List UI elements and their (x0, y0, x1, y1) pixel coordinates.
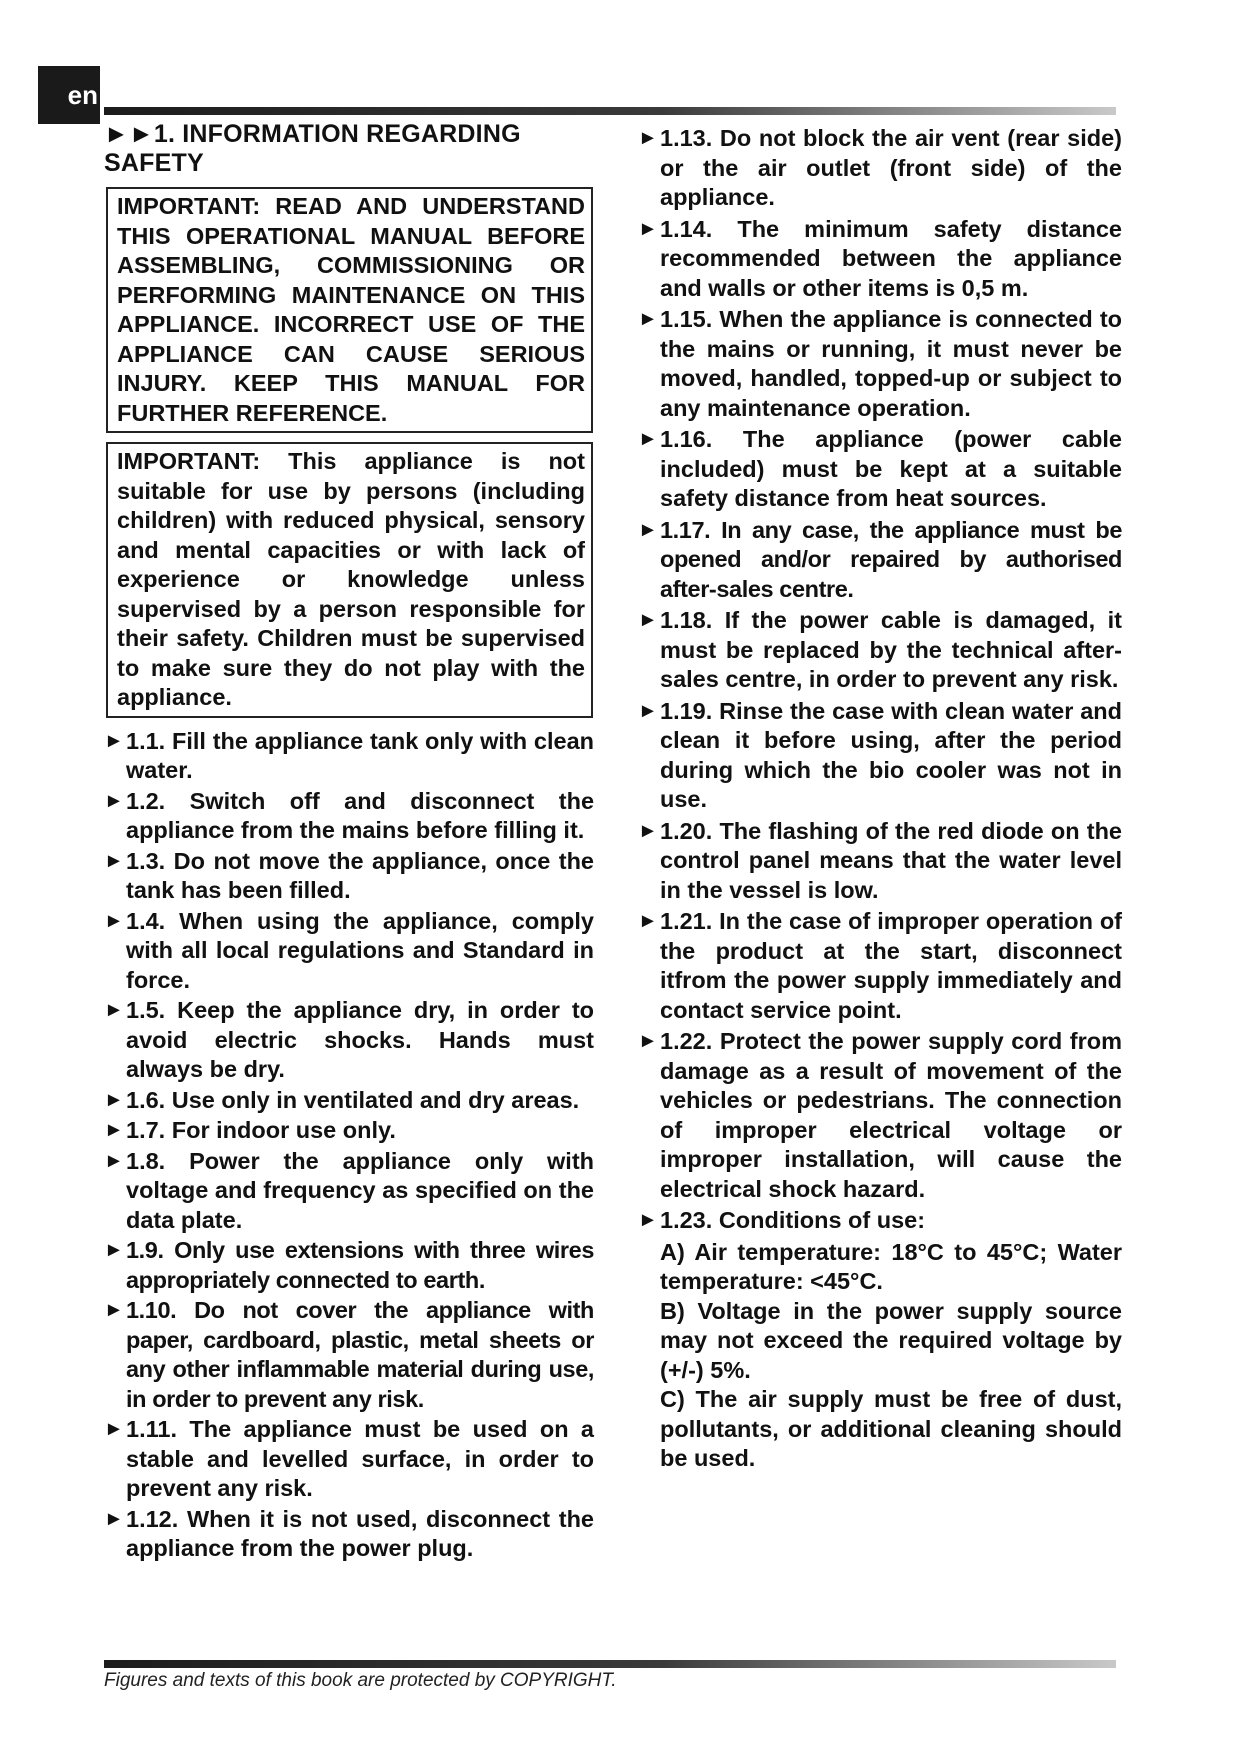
item-text: The minimum safety distance recommended between the appliance and walls or other items is 0,5 m. (660, 215, 1123, 301)
condition-air-temperature: A) Air temperature: 18°C to 45°C; Water temperature: <45°C. (660, 1238, 1122, 1294)
bullet-arrow-icon: ► (104, 729, 124, 752)
bullet-arrow-icon: ► (638, 910, 658, 932)
item-number: 1.2. (126, 787, 166, 814)
bullet-arrow-icon: ► (638, 609, 658, 631)
safety-item-1-14 (638, 215, 1122, 304)
bullet-arrow-icon: ► (638, 699, 658, 722)
safety-item-1-11 (104, 1415, 594, 1504)
item-text: Protect the power supply cord from damage as a result of movement of the vehicles or pedestrians. The connection of improper electrical voltage or improper installation, will cause the electrical shock hazard. (660, 1028, 1122, 1202)
item-number: 1.6. (126, 1086, 166, 1113)
bullet-arrow-icon: ► (638, 819, 658, 842)
safety-item-1-4 (104, 907, 594, 996)
safety-item-1-3 (104, 847, 594, 906)
bullet-arrow-icon: ► (104, 1149, 124, 1172)
safety-item-1-22 (638, 1027, 1122, 1204)
item-text: Do not block the air vent (rear side) or the air outlet (front side) of the appliance. (660, 125, 1123, 210)
item-number: 1.9. (126, 1237, 164, 1263)
item-text: Do not move the appliance, once the tank has been filled. (126, 847, 594, 903)
item-number: 1.22. (660, 1028, 713, 1054)
item-number: 1.12. (126, 1505, 179, 1532)
safety-item-1-6 (104, 1086, 594, 1116)
safety-item-1-18 (638, 606, 1122, 695)
bullet-arrow-icon: ► (638, 308, 658, 330)
safety-item-1-16 (638, 425, 1122, 514)
bullet-arrow-icon: ► (638, 217, 658, 240)
item-number: 1.16. (660, 426, 713, 452)
item-number: 1.20. (660, 817, 713, 844)
item-text: Rinse the case with clean water and clean it before using, after the period during which the bio cooler was not in use. (660, 697, 1123, 812)
bullet-arrow-icon: ► (104, 849, 124, 872)
bullet-arrow-icon: ► (638, 1209, 658, 1231)
safety-item-1-9 (104, 1236, 594, 1295)
safety-item-1-15 (638, 305, 1122, 423)
safety-item-1-21 (638, 907, 1122, 1025)
item-number: 1.17. (660, 516, 711, 543)
copyright-footer: Figures and texts of this book are protected by COPYRIGHT. (104, 1670, 617, 1691)
item-number: 1.19. (660, 697, 713, 724)
bullet-arrow-icon: ► (104, 1088, 124, 1111)
item-number: 1.1. (126, 727, 166, 754)
item-text: If the power cable is damaged, it must be replaced by the technical after-sales centre, in order to prevent any risk. (660, 607, 1122, 692)
item-number: 1.14. (660, 215, 713, 242)
safety-item-1-5 (104, 996, 594, 1085)
item-text: The appliance (power cable included) must be kept at a suitable safety distance from heat sources. (660, 426, 1123, 511)
item-number: 1.8. (126, 1147, 166, 1174)
item-text: Only use extensions with three wires appropriately connected to earth. (126, 1237, 594, 1293)
item-text: Conditions of use: (718, 1207, 926, 1233)
item-number: 1.18. (660, 607, 713, 633)
item-text: The appliance must be used on a stable and levelled surface, in order to prevent any risk. (126, 1416, 595, 1501)
item-text: Do not cover the appliance with paper, cardboard, plastic, metal sheets or any other inflammable material during use, in order to prevent any risk. (126, 1297, 594, 1412)
item-text: Keep the appliance dry, in order to avoid electric shocks. Hands must always be dry. (126, 997, 595, 1082)
item-number: 1.11. (126, 1416, 177, 1442)
bullet-arrow-icon: ► (104, 909, 124, 932)
item-number: 1.21. (660, 908, 713, 934)
item-text: When using the appliance, comply with all local regulations and Standard in force. (126, 907, 594, 993)
bullet-arrow-icon: ► (104, 789, 124, 812)
bottom-divider (104, 1660, 1116, 1668)
condition-voltage: B) Voltage in the power supply source may not exceed the required voltage by (+/-) 5%. (660, 1297, 1122, 1383)
item-number: 1.4. (126, 907, 166, 934)
safety-item-1-7 (104, 1116, 594, 1146)
top-divider (104, 107, 1116, 115)
item-text: Power the appliance only with voltage and frequency as specified on the data plate. (126, 1147, 595, 1233)
item-number: 1.15. (660, 306, 713, 332)
condition-air-supply: C) The air supply must be free of dust, pollutants, or additional cleaning should be used. (660, 1386, 1122, 1471)
bullet-arrow-icon: ► (638, 518, 658, 541)
item-text: Switch off and disconnect the appliance from the mains before filling it. (126, 787, 595, 843)
item-number: 1.3. (126, 847, 166, 874)
safety-item-1-12 (104, 1505, 594, 1564)
safety-item-1-23 (638, 1206, 1122, 1236)
item-text: The flashing of the red diode on the control panel means that the water level in the vessel is low. (660, 817, 1122, 903)
section-arrows: ►► (104, 120, 154, 148)
bullet-arrow-icon: ► (638, 428, 658, 450)
safety-item-1-1 (104, 727, 594, 786)
item-text: In the case of improper operation of the product at the start, disconnect itfrom the power supply immediately and contact service point. (660, 908, 1123, 1023)
item-number: 1.7. (126, 1117, 166, 1143)
item-text: Fill the appliance tank only with clean water. (126, 727, 595, 783)
item-number: 1.13. (660, 125, 713, 151)
item-number: 1.5. (126, 997, 166, 1023)
bullet-arrow-icon: ► (104, 1119, 124, 1141)
left-column (104, 120, 594, 1565)
bullet-arrow-icon: ► (638, 1030, 658, 1052)
safety-item-1-20 (638, 817, 1122, 906)
item-text: In any case, the appliance must be opened and/or repaired by authorised after-sales centre. (660, 516, 1122, 602)
item-text: When the appliance is connected to the mains or running, it must never be moved, handled, topped-up or subject to any maintenance operation. (660, 306, 1123, 421)
important-box-persons: IMPORTANT: This appliance is not suitable for use by persons (including children) with reduced physical, sensory and mental capacities or with lack of experience or knowledge unless supervised by a person responsible for their safety. Children must be supervised to make sure they do not play with the appliance. (106, 442, 593, 718)
bullet-arrow-icon: ► (638, 127, 658, 149)
item-number: 1.23. (660, 1207, 713, 1233)
bullet-arrow-icon: ► (104, 1299, 124, 1321)
section-title (104, 120, 594, 178)
safety-item-1-8 (104, 1147, 594, 1236)
bullet-arrow-icon: ► (104, 999, 124, 1021)
section-title-text: 1. INFORMATION REGARDING SAFETY (104, 120, 521, 177)
safety-item-1-13 (638, 124, 1122, 213)
safety-item-1-2 (104, 787, 594, 846)
right-column (638, 124, 1122, 1474)
safety-item-1-10 (104, 1296, 594, 1414)
item-text: Use only in ventilated and dry areas. (171, 1086, 580, 1113)
item-text: When it is not used, disconnect the appliance from the power plug. (126, 1505, 594, 1561)
language-tab: en (38, 66, 100, 124)
safety-item-1-19 (638, 697, 1122, 815)
bullet-arrow-icon: ► (104, 1418, 124, 1440)
item-text: For indoor use only. (171, 1117, 396, 1143)
safety-item-1-17 (638, 516, 1122, 605)
item-number: 1.10. (126, 1297, 177, 1323)
bullet-arrow-icon: ► (104, 1239, 124, 1261)
important-box-assembly: IMPORTANT: READ AND UNDERSTAND THIS OPERATIONAL MANUAL BEFORE ASSEMBLING, COMMISSIONING OR PERFORMING MAINTENANCE ON THIS APPLIANCE. INCORRECT USE OF THE APPLIANCE CAN CAUSE SERIOUS INJURY. KEEP THIS MANUAL FOR FURTHER REFERENCE. (106, 187, 593, 433)
bullet-arrow-icon: ► (104, 1507, 124, 1530)
